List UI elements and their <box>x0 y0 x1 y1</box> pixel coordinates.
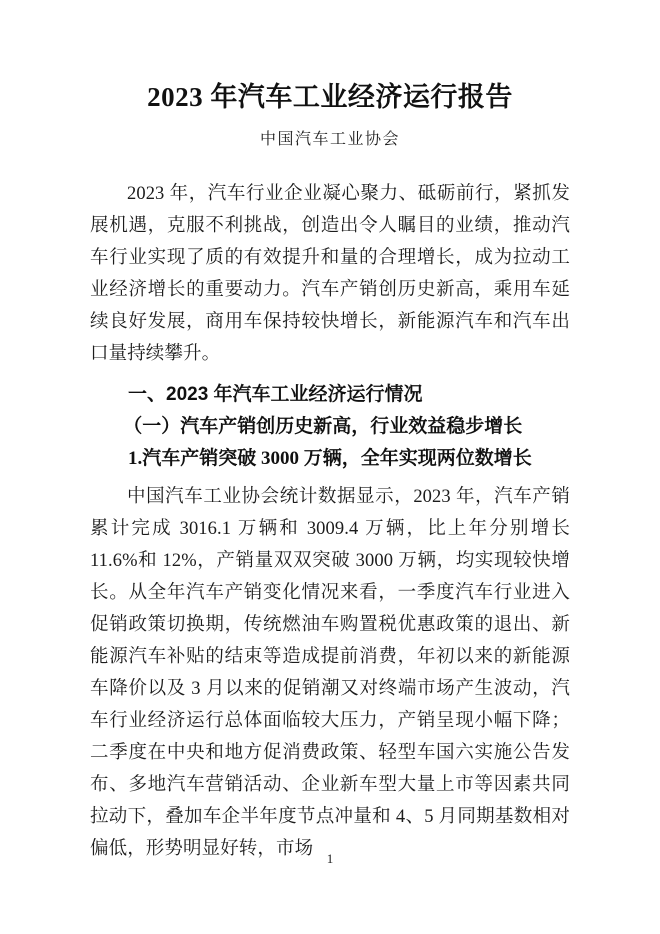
section-heading: 一、2023 年汽车工业经济运行情况 <box>128 384 423 405</box>
page-number: 1 <box>326 851 334 866</box>
document-author: 中国汽车工业协会 <box>259 131 400 148</box>
numbered-heading: 1.汽车产销突破 3000 万辆，全年实现两位数增长 <box>128 448 532 469</box>
paragraph-statistics: 中国汽车工业协会统计数据显示，2023 年，汽车产销累计完成 3016.1 万辆和 3009.4 万辆，比上年分别增长 11.6%和 12%，产销量双双突破 3000 万辆，均实现较快增长。从全年汽车产销变化情况来看，一季度汽车行业进入促销政策切换期，传统燃油车购置税优惠政策的退出、新能源汽车补贴的结束等造成提前消费，年初以来的新能源车降价以及 3 月以来的促销潮又对终端市场产生波动，汽车行业经济运行总体面临较大压力，产销呈现小幅下降；二季度在中央和地方促消费政策、轻型车国六实施公告发布、多地汽车营销活动、企业新车型大量上市等因素共同拉动下，叠加车企半年度节点冲量和 4、5 月同期基数相对偏低，形势明显好转，市场 <box>90 487 570 859</box>
document-title: 2023 年汽车工业经济运行报告 <box>147 82 513 112</box>
subsection-heading: （一）汽车产销创历史新高，行业效益稳步增长 <box>123 416 523 437</box>
paragraph-intro: 2023 年，汽车行业企业凝心聚力、砥砺前行，紧抓发展机遇，克服不利挑战，创造出令人瞩目的业绩，推动汽车行业实现了质的有效提升和量的合理增长，成为拉动工业经济增长的重要动力。汽车产销创历史新高，乘用车延续良好发展，商用车保持较快增长，新能源汽车和汽车出口量持续攀升。 <box>90 184 570 364</box>
